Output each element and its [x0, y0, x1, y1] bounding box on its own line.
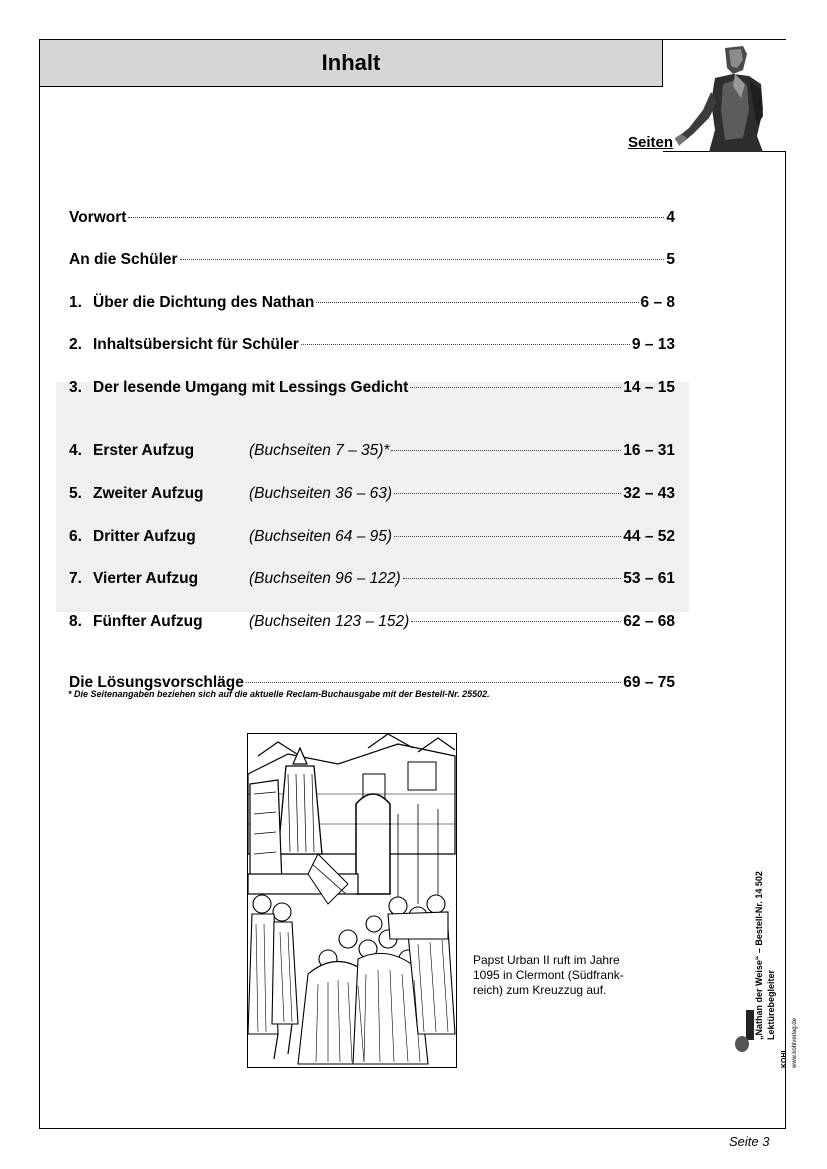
dot-leader — [391, 450, 621, 451]
toc-entry-vorwort — [69, 209, 675, 231]
toc-entry-1 — [69, 294, 675, 316]
toc-number: 1. — [69, 294, 82, 311]
dot-leader — [394, 493, 621, 494]
dot-leader — [301, 344, 630, 345]
toc-label: Zweiter Aufzug — [93, 485, 204, 502]
toc-pages: 5 — [666, 251, 675, 268]
page-number: Seite 3 — [729, 1134, 770, 1149]
title-bar — [40, 40, 663, 87]
statue-image — [663, 40, 786, 152]
toc-number: 8. — [69, 613, 82, 630]
page-title: Inhalt — [321, 50, 381, 75]
toc-pages: 16 – 31 — [623, 442, 675, 459]
toc-label: Die Lösungsvorschläge — [69, 674, 244, 691]
dot-leader — [411, 621, 621, 622]
toc-number: 7. — [69, 570, 82, 587]
toc-label: Vorwort — [69, 209, 127, 226]
toc-number: 2. — [69, 336, 82, 353]
toc-label: Erster Aufzug — [93, 442, 195, 459]
woodcut-illustration — [247, 733, 457, 1068]
dot-leader — [128, 217, 664, 218]
dot-leader — [394, 536, 621, 537]
side-subtitle: Lektürebegleiter — [766, 969, 776, 1040]
toc-entry-8 — [69, 613, 675, 635]
toc-book-pages: (Buchseiten 64 – 95) — [249, 528, 393, 545]
toc-book-pages: (Buchseiten 7 – 35)* — [249, 442, 390, 459]
toc-entry-5 — [69, 485, 675, 507]
toc-label: Fünfter Aufzug — [93, 613, 203, 630]
toc-book-pages: (Buchseiten 36 – 63) — [249, 485, 393, 502]
toc-pages: 69 – 75 — [623, 674, 675, 691]
toc-label: Vierter Aufzug — [93, 570, 199, 587]
toc-label: Der lesende Umgang mit Lessings Gedicht — [93, 379, 409, 396]
toc-label: An die Schüler — [69, 251, 178, 268]
toc-pages: 32 – 43 — [623, 485, 675, 502]
toc-number: 3. — [69, 379, 82, 396]
toc-number: 4. — [69, 442, 82, 459]
toc-entry-3 — [69, 379, 675, 401]
toc-entry-an-die-schueler — [69, 251, 675, 273]
dot-leader — [316, 302, 638, 303]
toc-pages: 9 – 13 — [631, 336, 675, 353]
toc-number: 6. — [69, 528, 82, 545]
pages-column-heading: Seiten — [628, 134, 674, 151]
toc-entry-2 — [69, 336, 675, 358]
toc-number: 5. — [69, 485, 82, 502]
publisher-side-label — [744, 860, 798, 1068]
toc-pages: 6 – 8 — [640, 294, 675, 311]
footnote: * Die Seitenangaben beziehen sich auf die aktuelle Reclam-Buchausgabe mit der Bestell-Nr. 25502. — [68, 689, 490, 699]
toc-entry-6 — [69, 528, 675, 550]
dot-leader — [403, 578, 622, 579]
toc-pages: 4 — [666, 209, 675, 226]
publisher-website: www.kohlverlag.de — [792, 1017, 798, 1068]
toc-label: Dritter Aufzug — [93, 528, 196, 545]
image-caption: Papst Urban II ruft im Jahre 1095 in Clermont (Südfrank-reich) zum Kreuzzug auf. — [473, 953, 624, 997]
toc-pages: 14 – 15 — [623, 379, 675, 396]
dot-leader — [246, 682, 621, 683]
toc-label: Über die Dichtung des Nathan — [93, 294, 315, 311]
toc-entry-7 — [69, 570, 675, 592]
toc-pages: 44 – 52 — [623, 528, 675, 545]
toc-entry-4 — [69, 442, 675, 464]
dot-leader — [180, 259, 665, 260]
toc-label: Inhaltsübersicht für Schüler — [93, 336, 299, 353]
toc-book-pages: (Buchseiten 123 – 152) — [249, 613, 410, 630]
publisher-name: KOHL — [781, 1048, 788, 1068]
side-title: „Nathan der Weise“ – Bestell-Nr. 14 502 — [754, 871, 764, 1040]
toc-book-pages: (Buchseiten 96 – 122) — [249, 570, 401, 587]
dot-leader — [410, 387, 621, 388]
toc-pages: 62 – 68 — [623, 613, 675, 630]
toc-pages: 53 – 61 — [623, 570, 675, 587]
